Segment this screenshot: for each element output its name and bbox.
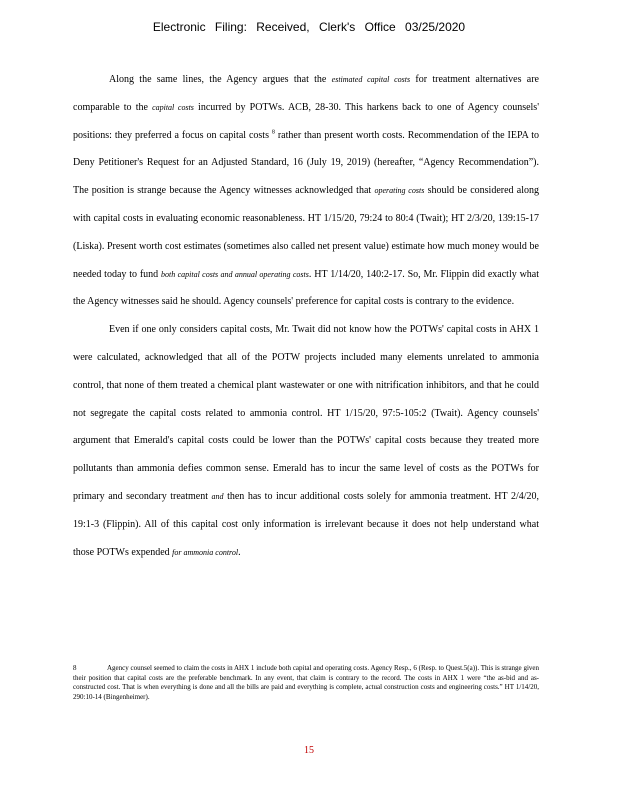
paragraph-2-italic-1: and (211, 491, 224, 501)
paragraph-1-text-5: should be considered along with capital costs in evaluating economic reasonableness. HT 1/15/20, 79:24 to 80:4 (Twait); HT 2/3/20, 139:15-17 (Liska). Present worth cost estimates (sometimes also called net present value) estimate how much money would be needed today to fund (73, 185, 540, 280)
paragraph-2-text-3: . (238, 546, 241, 558)
footnote-mark: 8 (73, 664, 77, 672)
footnote-reference: 8 (271, 129, 275, 136)
footnote-8 (73, 664, 539, 702)
paragraph-2-text-2: then has to incur additional costs solely for ammonia treatment. HT 2/4/20, 19:1-3 (Flippin). All of this capital cost only information is irrelevant because it does not help understand what those POTWs expended (73, 490, 540, 558)
paragraph-1-text-6: . HT 1/14/20, 140:2-17. So, Mr. Flippin did exactly what the Agency witnesses said he should. Agency counsels' preference for capital costs is contrary to the evidence. (73, 268, 540, 308)
paragraph-1-text-1: Along the same lines, the Agency argues that the (109, 74, 332, 85)
paragraph-2-text-1: Even if one only considers capital costs, Mr. Twait did not know how the POTWs' capital costs in AHX 1 were calculated, acknowledged that all of the POTW projects included many elements unrelated to ammonia control, that none of them treated a chemical plant wastewater or one with nitrification inhibitors, and that he could not segregate the capital costs related to ammonia control. HT 1/15/20, 97:5-105:2 (Twait). Agency counsels' argument that Emerald's capital costs could be lower than the POTWs' capital costs because they treated more pollutants than ammonia defies common sense. Emerald has to incur the same level of costs as the POTWs for primary and secondary treatment (73, 324, 539, 502)
footnote-section (73, 664, 539, 702)
filing-header: Electronic Filing: Received, Clerk's Office 03/25/2020 (152, 20, 466, 34)
paragraph-2 (73, 316, 539, 566)
page-number: 15 (304, 745, 314, 756)
paragraph-1 (73, 66, 539, 316)
paragraph-1-text-4: rather than present worth costs. Recommendation of the IEPA to Deny Petitioner's Request for an Adjusted Standard, 16 (July 19, 2019) (hereafter, “Agency Recommendation”). The position is strange because the Agency witnesses acknowledged that (73, 129, 540, 197)
body-text (73, 66, 539, 566)
paragraph-1-italic-3: operating costs (374, 186, 425, 196)
paragraph-1-italic-2: capital costs (152, 102, 194, 112)
paragraph-1-text-2: for treatment alternatives are comparable to the (73, 74, 539, 113)
footnote-text: Agency counsel seemed to claim the costs in AHX 1 include both capital and operating costs. Agency Resp., 6 (Resp. to Quest.5(a)). This is strange given their position that capital costs are the preferable benchmark. In any event, that claim is contrary to the record. The costs in AHX 1 were “the as-bid and as-constructed cost. That is when everything is done and all the bills are paid and everything is complete, actual construction costs and engineering costs.” HT 1/14/20, 290:10-14 (Bingenheimer). (73, 664, 539, 701)
paragraph-1-text-3: incurred by POTWs. ACB, 28-30. This harkens back to one of Agency counsels' positions: they preferred a focus on capital costs (73, 101, 539, 141)
paragraph-1-italic-1: estimated capital costs (331, 75, 411, 84)
paragraph-1-italic-4: both capital costs and annual operating costs (161, 269, 309, 279)
paragraph-2-italic-2: for ammonia control (172, 547, 239, 557)
